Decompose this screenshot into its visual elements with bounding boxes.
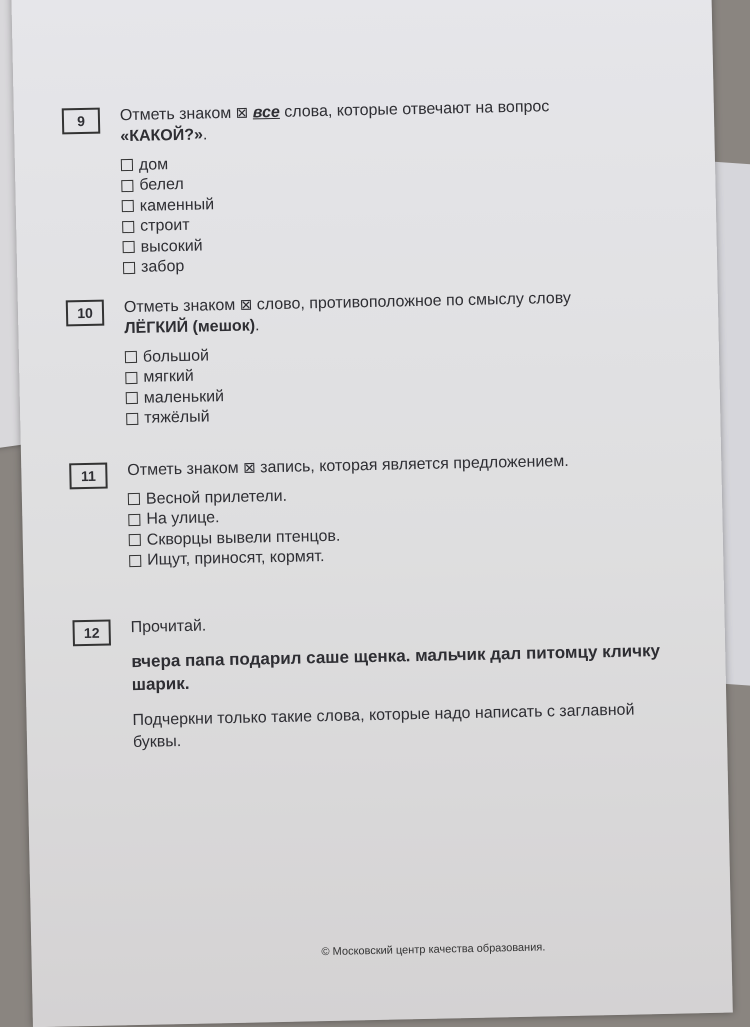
task-instruction: Подчеркни только такие слова, которые надо написать с заглавной буквы. [132, 701, 635, 752]
task-number: 12 [72, 620, 111, 647]
copyright-footer: © Московский центр качества образования. [321, 941, 546, 959]
option-item[interactable]: мягкий [125, 356, 667, 388]
option-item[interactable]: Скворцы вывели птенцов. [129, 519, 671, 551]
option-item[interactable]: тяжёлый [126, 397, 668, 429]
option-item[interactable]: большой [125, 336, 667, 368]
options-list [121, 144, 665, 278]
checkbox[interactable] [129, 534, 141, 546]
option-item[interactable]: маленький [126, 377, 668, 409]
checkbox[interactable] [122, 200, 134, 212]
option-item[interactable]: белел [121, 164, 663, 196]
option-item[interactable]: На улице. [128, 498, 670, 530]
checked-box-icon: ⊠ [242, 459, 256, 477]
task-number: 9 [62, 108, 101, 135]
option-item[interactable]: Ищут, приносят, кормят. [129, 539, 671, 571]
option-item[interactable]: высокий [122, 226, 664, 258]
task-prompt: Отметь знаком ⊠ все слова, которые отвечают на вопрос «КАКОЙ?». [119, 98, 550, 146]
reading-text[interactable]: вчера папа подарил саше щенка. мальчик дал питомцу кличку шарик. [131, 641, 661, 695]
task-12 [72, 606, 675, 756]
checkbox[interactable] [128, 493, 140, 505]
checkbox[interactable] [128, 514, 140, 526]
checkbox[interactable] [126, 392, 138, 404]
option-item[interactable]: строит [122, 205, 664, 237]
task-11 [69, 449, 671, 573]
checkbox[interactable] [123, 241, 135, 253]
option-item[interactable]: Весной прилетели. [128, 478, 670, 510]
checked-box-icon: ⊠ [235, 104, 249, 122]
worksheet-page [11, 0, 733, 1027]
options-list [128, 478, 672, 571]
task-9 [62, 94, 665, 280]
checkbox[interactable] [121, 159, 133, 171]
checkbox[interactable] [125, 372, 137, 384]
checkbox[interactable] [122, 221, 134, 233]
checkbox[interactable] [126, 413, 138, 425]
task-prompt: Прочитай. [130, 617, 207, 637]
option-item[interactable]: дом [121, 144, 663, 176]
checkbox[interactable] [123, 262, 135, 274]
task-number: 10 [66, 300, 105, 327]
task-10 [66, 286, 669, 431]
task-number: 11 [69, 463, 108, 490]
checked-box-icon: ⊠ [239, 296, 253, 314]
checkbox[interactable] [125, 351, 137, 363]
checkbox[interactable] [129, 555, 141, 567]
task-prompt: Отметь знаком ⊠ слово, противоположное по смыслу слову ЛЁГКИЙ (мешок). [123, 289, 572, 338]
option-item[interactable]: забор [123, 246, 665, 278]
option-item[interactable]: каменный [122, 185, 664, 217]
task-prompt: Отметь знаком ⊠ запись, которая является предложением. [127, 452, 569, 480]
checkbox[interactable] [121, 180, 133, 192]
options-list [125, 336, 669, 429]
